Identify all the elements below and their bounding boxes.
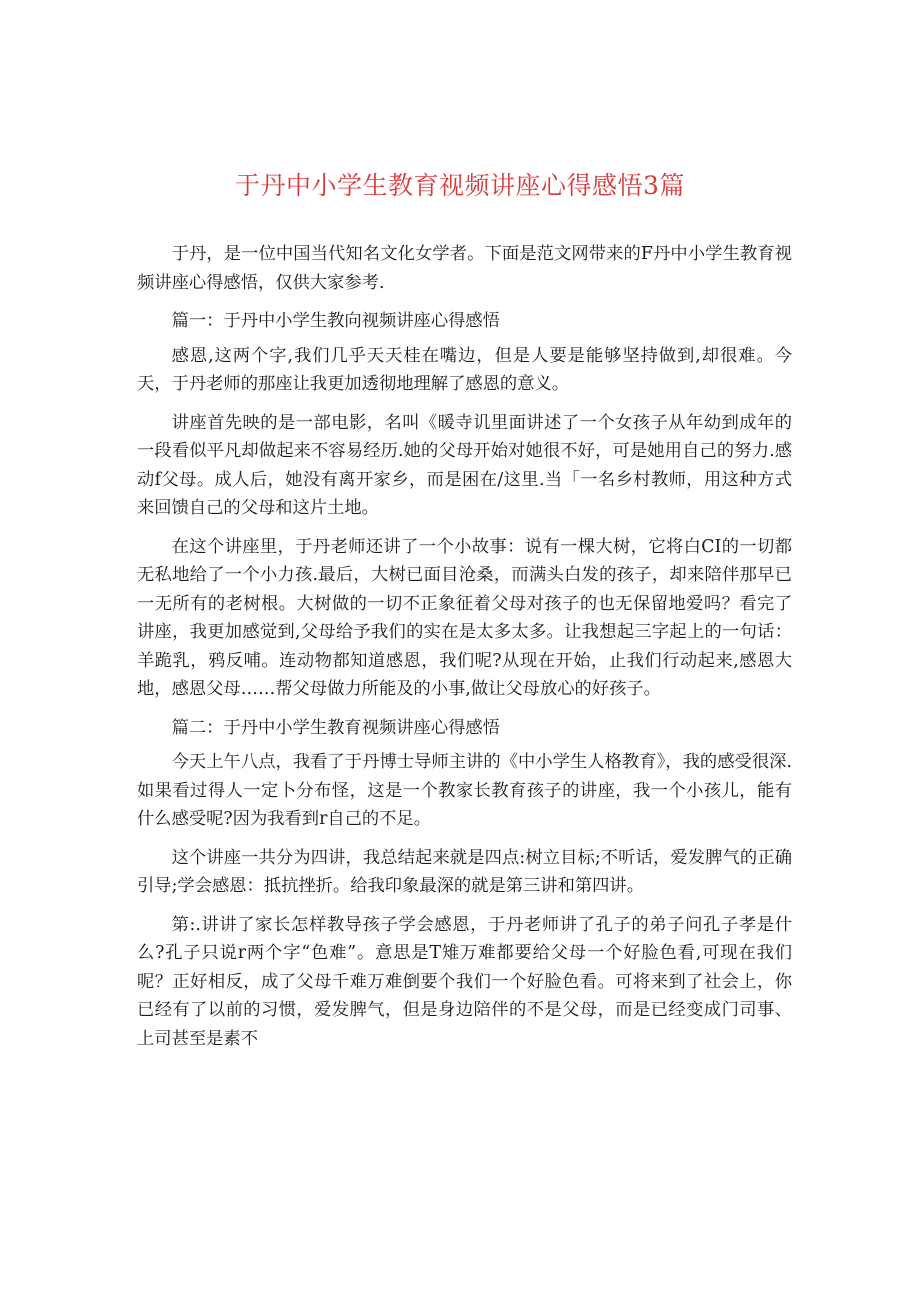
document-title: 于丹中小学生教育视频讲座心得感悟3篇 [235, 171, 685, 200]
body-paragraph: 在这个讲座里，于丹老师还讲了一个小故事：说有一棵大树，它将白CI的一切都无私地给了一个小力孩.最后，大树已面目沧桑，而满头白发的孩子，却来陪伴那早已一无所有的老树根。大树做的一切不正象征着父母对孩子的也无保留地爱吗？看完了讲座，我更加感觉到,父母给予我们的实在是太多太多。让我想起三字起上的一句话：羊跪乳，鸦反哺。连动物都知道感恩，我们呢?从现在开始，止我们行动起来,感恩大地，感恩父母……帮父母做力所能及的小事,做让父母放心的好孩子。 [137, 536, 792, 699]
section-heading-2: 篇二：于丹中小学生教育视频讲座心得感悟 [171, 717, 500, 738]
body-paragraph: 讲座首先映的是一部电影，名叫《暖寺讥里面讲述了一个女孩子从年幼到成年的一段看似平凡却做起来不容易经历.她的父母开始对她很不好，可是她用自己的努力.感动f父母。成人后，她没有离开家乡，而是困在/这里.当「一名乡村教师，用这种方式来回馈自己的父母和这片土地。 [137, 412, 792, 518]
body-paragraph: 今天上午八点，我看了于丹博士导师主讲的《中小学生人格教育》，我的感受很深.如果看过得人一定卜分布怪，这是一个教家长教育孩子的讲座，我一个小孩儿，能有什么感受呢?因为我看到r自己的不足。 [137, 752, 792, 829]
body-paragraph: 这个讲座一共分为四讲，我总结起来就是四点:树立目标;不听话，爱发脾气的正确引导;学会感恩：抵抗挫折。给我印象最深的就是第三讲和第四讲。 [137, 847, 792, 896]
document-body [137, 240, 792, 1063]
intro-paragraph: 于丹，是一位中国当代知名文化女学者。下面是范文网带来的F丹中小学生教育视频讲座心得感悟，仅供大家参考. [137, 244, 792, 293]
section-heading-1: 篇一：于丹中小学生教向视频讲座心得感悟 [171, 311, 500, 331]
body-paragraph: 第:.讲讲了家长怎样教导孩子学会感恩，于丹老师讲了孔子的弟子问孔子孝是什么?孔子只说r两个字“色难”。意思是T雉万难都要给父母一个好脸色看,可现在我们呢？正好相反，成了父母千难万难倒要个我们一个好脸色看。可将来到了社会上，你已经有了以前的习惯，爱发脾气，但是身边陪伴的不是父母，而是已经变成门司事、上司甚至是素不 [137, 914, 792, 1049]
body-paragraph: 感恩,这两个字,我们几乎天天桂在嘴边，但是人要是能够坚持做到,却很难。今天，于丹老师的那座让我更加透彻地理解了感恩的意义。 [137, 345, 792, 394]
